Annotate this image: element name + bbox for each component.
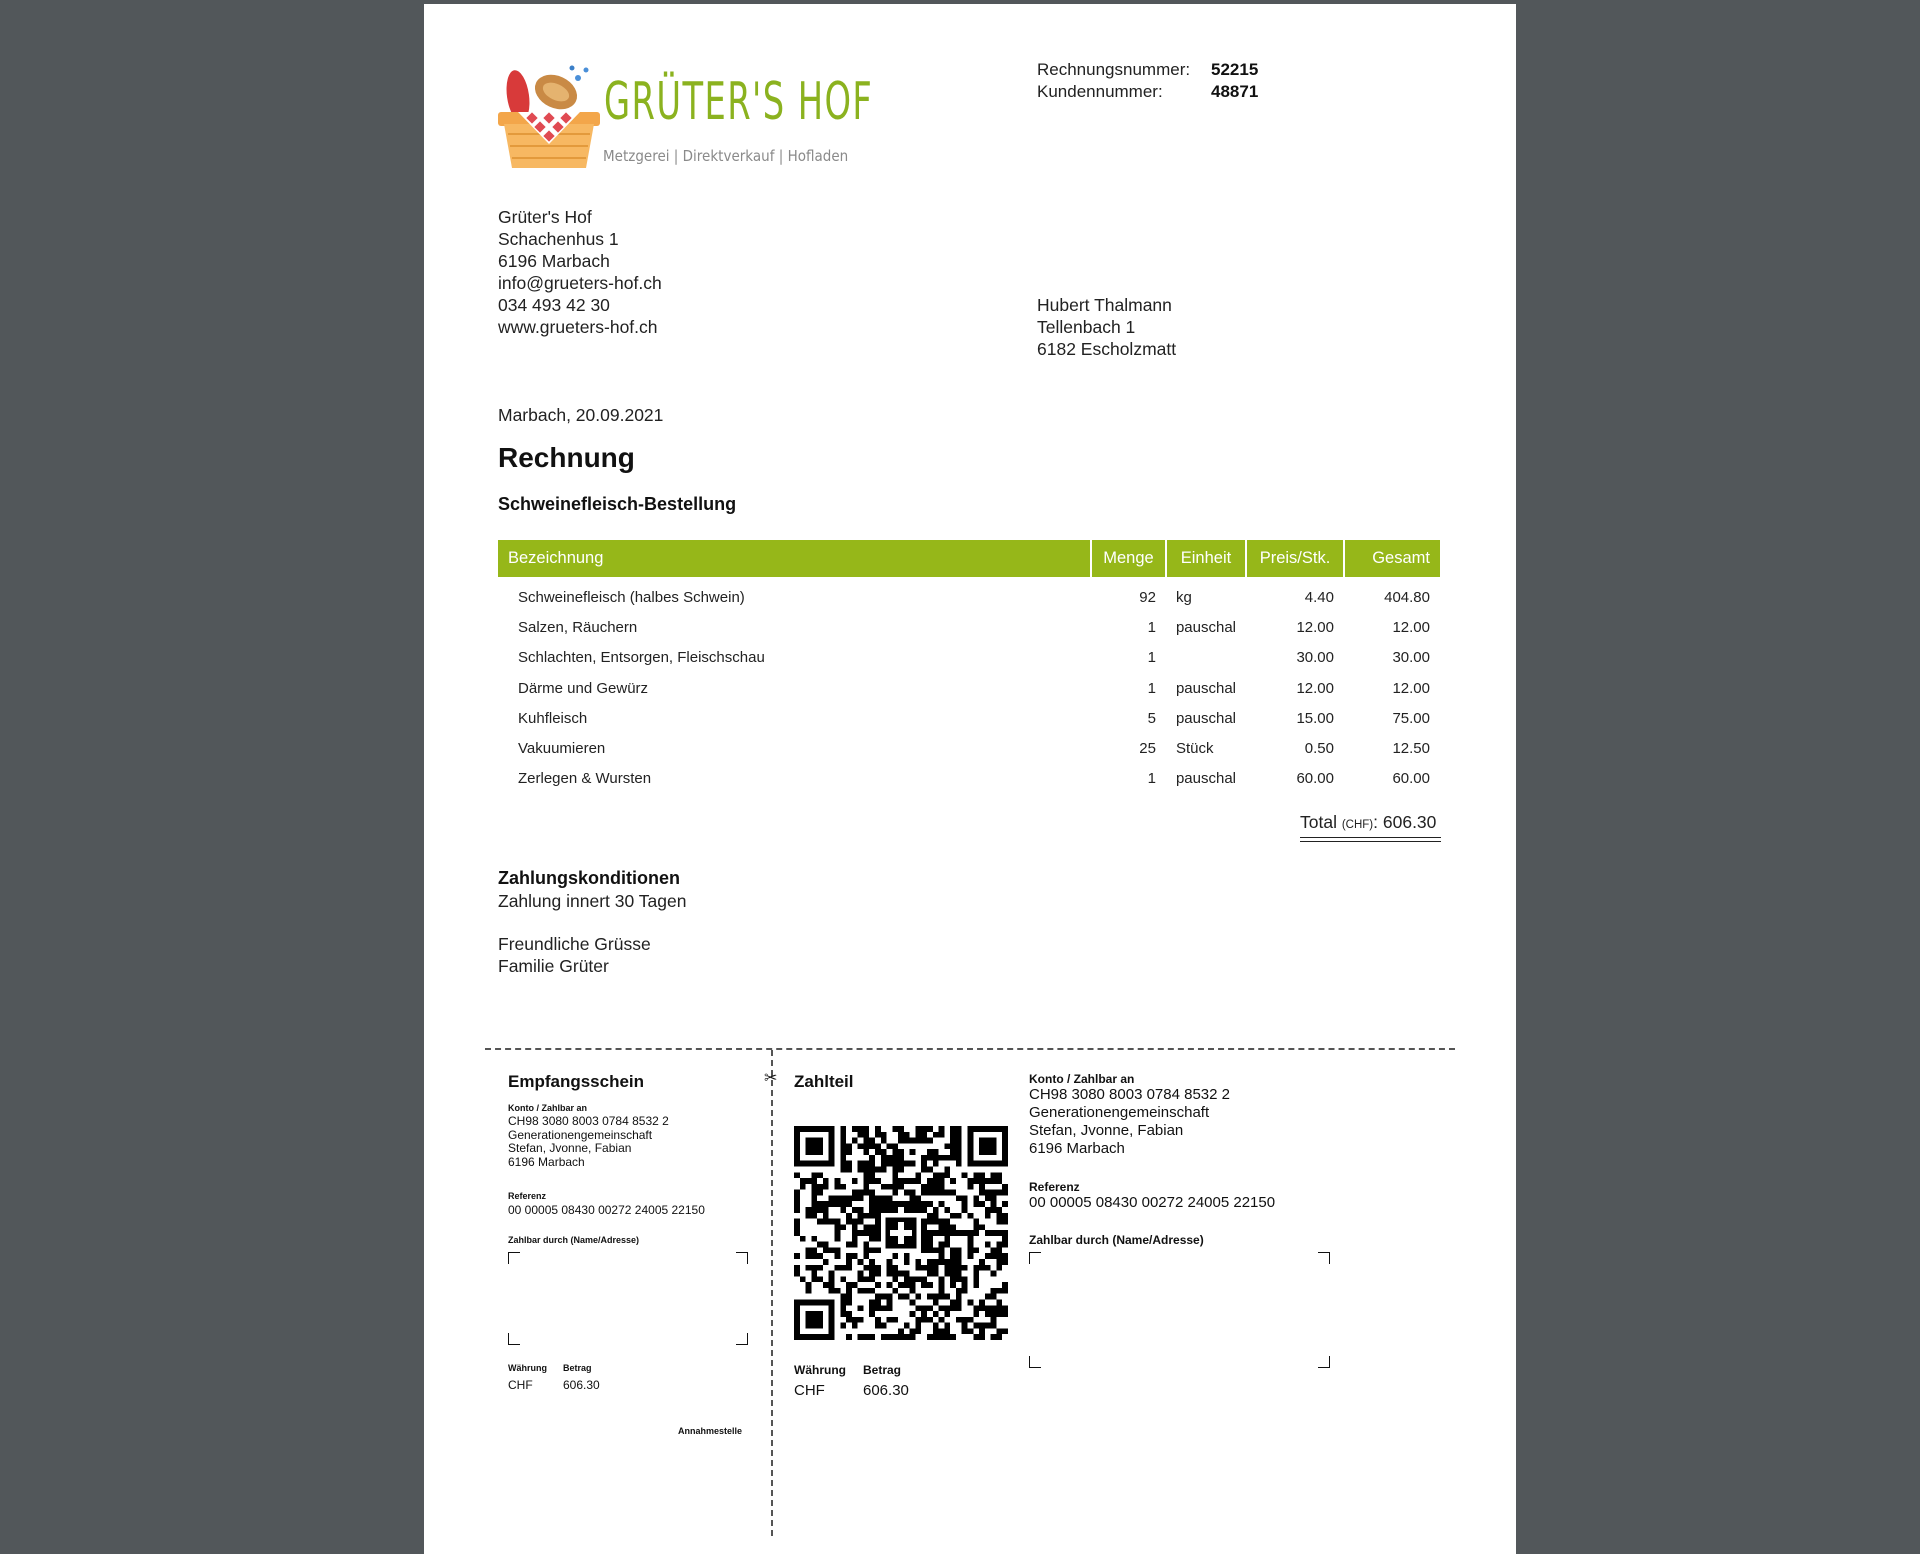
cell-quantity: 5 [1147,709,1156,727]
invoice-number-label: Rechnungsnummer: [1037,60,1191,79]
payment-terms-heading: Zahlungskonditionen [498,868,680,888]
items-table [498,540,1440,794]
sender-website: www.grueters-hof.ch [498,317,658,337]
cell-total: 30.00 [1392,649,1430,667]
box-corner [736,1333,748,1345]
receipt-acceptance-point: Annahmestelle [678,1426,743,1436]
column-header-description: Bezeichnung [498,540,1091,577]
recipient-address [1037,294,1176,360]
receipt-amount-label: Betrag [563,1363,592,1373]
customer-number-label: Kundennummer: [1037,82,1163,101]
table-row [498,612,1440,642]
box-corner [1318,1356,1330,1368]
slip-vertical-cut-line [771,1050,773,1536]
qr-code-icon [794,1126,1008,1340]
cell-unit [1166,643,1246,673]
document-subtitle: Schweinefleisch-Bestellung [498,494,737,514]
payment-amount-label: Betrag [863,1363,902,1377]
payment-payable-by-label: Zahlbar durch (Name/Adresse) [1029,1233,1204,1247]
cell-unit: Stück [1175,740,1214,758]
table-row [498,582,1440,612]
sender-line: Grüter's Hof [498,207,592,227]
table-header-row [498,540,1440,577]
payment-terms-text: Zahlung innert 30 Tagen [498,891,687,911]
payment-currency: CHF [794,1382,825,1399]
cell-total: 12.00 [1392,618,1430,636]
box-corner [1029,1252,1041,1264]
cell-unit-price: 12.00 [1296,679,1334,697]
cell-description: Schweinefleisch (halbes Schwein) [518,588,745,606]
column-header-unit-price: Preis/Stk. [1246,540,1344,577]
receipt-account-line: Generationengemeinschaft [508,1127,653,1142]
receipt-account-line: Stefan, Jvonne, Fabian [508,1141,632,1155]
cell-description: Vakuumieren [518,740,606,758]
total-currency: (CHF) [1341,819,1374,831]
customer-number: 48871 [1211,82,1259,101]
table-row [498,733,1440,763]
cell-unit-price: 0.50 [1304,740,1334,758]
cell-total: 404.80 [1384,588,1430,606]
payment-account [1029,1086,1230,1158]
recipient-line: 6182 Escholzmatt [1037,339,1177,359]
cell-description: Zerlegen & Wursten [518,770,652,788]
column-header-total: Gesamt [1344,540,1440,577]
logo-name: GRÜTER'S HOF [604,72,874,132]
place-date: Marbach, 20.09.2021 [498,405,664,425]
box-corner [1318,1252,1330,1264]
cell-unit-price: 30.00 [1296,649,1334,667]
cell-unit-price: 4.40 [1304,588,1334,606]
document-title: Rechnung [498,442,635,473]
payment-part-title: Zahlteil [794,1072,854,1091]
logo-tagline: Metzgerei | Direktverkauf | Hofladen [603,147,849,165]
cell-description: Salzen, Räuchern [518,618,638,636]
box-corner [736,1252,748,1264]
payment-account-label: Konto / Zahlbar an [1029,1072,1135,1086]
column-header-quantity: Menge [1091,540,1166,577]
payment-account-line: Stefan, Jvonne, Fabian [1029,1122,1184,1139]
cell-quantity: 1 [1147,649,1156,667]
receipt-reference: 00 00005 08430 00272 24005 22150 [508,1203,705,1217]
cell-quantity: 92 [1139,588,1156,606]
receipt-currency-label: Währung [508,1363,547,1373]
invoice-total [1300,812,1436,833]
cell-unit-price: 15.00 [1296,709,1334,727]
table-row [498,673,1440,703]
receipt-currency: CHF [508,1378,533,1392]
cell-total: 75.00 [1392,709,1430,727]
total-label: Total [1300,812,1337,832]
scissors-icon: ✂ [764,1070,778,1087]
cell-unit: pauschal [1175,618,1236,636]
receipt-iban: CH98 3080 8003 0784 8532 2 [508,1114,669,1128]
total-value: : 606.30 [1373,812,1437,832]
basket-logo-icon [494,56,610,172]
payment-iban: CH98 3080 8003 0784 8532 2 [1029,1086,1231,1103]
cell-total: 60.00 [1392,770,1430,788]
table-row [498,643,1440,673]
sender-line: 6196 Marbach [498,251,610,271]
column-header-unit: Einheit [1166,540,1246,577]
closing-signature: Familie Grüter [498,956,609,976]
recipient-line: Hubert Thalmann [1037,295,1172,315]
cell-description: Därme und Gewürz [518,679,649,697]
recipient-line: Tellenbach 1 [1037,317,1136,337]
sender-email: info@grueters-hof.ch [498,273,662,293]
cell-description: Kuhfleisch [518,709,588,727]
cell-quantity: 1 [1147,618,1156,636]
total-double-underline [1300,837,1441,842]
payment-reference: 00 00005 08430 00272 24005 22150 [1029,1194,1276,1211]
sender-line: Schachenhus 1 [498,229,619,249]
table-row [498,703,1440,733]
slip-cut-line [485,1048,1455,1050]
receipt-account-label: Konto / Zahlbar an [508,1103,588,1113]
sender-address [498,206,662,338]
payment-account-line: 6196 Marbach [1029,1140,1125,1157]
cell-quantity: 25 [1139,740,1156,758]
payment-amount: 606.30 [863,1382,909,1399]
box-corner [1029,1356,1041,1368]
sender-phone: 034 493 42 30 [498,295,610,315]
cell-unit-price: 60.00 [1296,770,1334,788]
invoice-number: 52215 [1211,60,1259,79]
cell-unit: kg [1175,588,1192,606]
payment-account-line: Generationengemeinschaft [1029,1104,1210,1121]
receipt-title: Empfangsschein [508,1072,645,1091]
payment-currency-label: Währung [794,1363,846,1377]
box-corner [508,1252,520,1264]
cell-unit: pauschal [1175,709,1236,727]
box-corner [508,1333,520,1345]
receipt-account [508,1115,669,1169]
cell-quantity: 1 [1147,679,1156,697]
cell-total: 12.50 [1392,740,1430,758]
cell-unit: pauschal [1175,679,1236,697]
cell-quantity: 1 [1147,770,1156,788]
payment-reference-label: Referenz [1029,1180,1080,1194]
cell-total: 12.00 [1392,679,1430,697]
cell-unit-price: 12.00 [1296,618,1334,636]
closing-greeting: Freundliche Grüsse [498,934,651,954]
receipt-account-line: 6196 Marbach [508,1154,585,1169]
receipt-payable-by-label: Zahlbar durch (Name/Adresse) [508,1235,640,1245]
receipt-reference-label: Referenz [508,1191,547,1201]
cell-unit: pauschal [1175,770,1236,788]
table-row [498,764,1440,794]
receipt-amount: 606.30 [563,1378,600,1392]
cell-description: Schlachten, Entsorgen, Fleischschau [518,649,765,667]
